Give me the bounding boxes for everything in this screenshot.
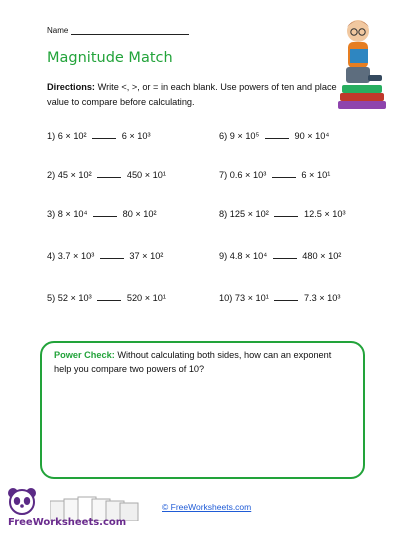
problem-number: 1)	[47, 131, 56, 141]
directions-label: Directions:	[47, 82, 95, 92]
problem-left: 73 × 10¹	[234, 293, 269, 303]
problem-left: 6 × 10²	[57, 131, 87, 141]
problem-number: 10)	[219, 293, 233, 303]
answer-blank[interactable]	[97, 169, 121, 178]
power-check-text: Without calculating both sides, how can an exponent help you compare two powers of 10?	[54, 350, 332, 374]
problem-left: 125 × 10²	[229, 209, 269, 219]
answer-blank[interactable]	[92, 130, 116, 139]
problem-7	[219, 169, 330, 180]
problem-2	[47, 169, 166, 180]
problem-left: 8 × 10⁴	[57, 209, 88, 219]
name-blank-line[interactable]	[71, 26, 189, 35]
problem-right: 12.5 × 10³	[303, 209, 346, 219]
footer-link[interactable]: © FreeWorksheets.com	[162, 502, 252, 512]
problem-1	[47, 130, 151, 141]
problem-6	[219, 130, 329, 141]
problem-number: 6)	[219, 131, 228, 141]
problem-number: 7)	[219, 170, 228, 180]
problem-number: 8)	[219, 209, 228, 219]
problem-3	[47, 208, 157, 219]
problem-8	[219, 208, 346, 219]
problem-left: 9 × 10⁵	[229, 131, 260, 141]
problem-number: 9)	[219, 251, 228, 261]
page-title: Magnitude Match	[47, 50, 173, 66]
problem-9	[219, 250, 341, 261]
problem-right: 80 × 10²	[122, 209, 157, 219]
problem-10	[219, 292, 340, 303]
answer-blank[interactable]	[100, 250, 124, 259]
power-check-box[interactable]	[40, 341, 365, 479]
problem-right: 520 × 10¹	[126, 293, 166, 303]
answer-blank[interactable]	[93, 208, 117, 217]
problem-right: 37 × 10²	[129, 251, 164, 261]
answer-blank[interactable]	[97, 292, 121, 301]
answer-blank[interactable]	[272, 169, 296, 178]
problem-left: 3.7 × 10³	[57, 251, 95, 261]
problem-right: 480 × 10²	[302, 251, 342, 261]
problem-number: 2)	[47, 170, 56, 180]
power-check-label: Power Check:	[54, 350, 115, 360]
name-field	[47, 26, 189, 35]
problem-right: 6 × 10³	[121, 131, 151, 141]
problem-number: 4)	[47, 251, 56, 261]
answer-blank[interactable]	[265, 130, 289, 139]
directions-text: Write <, >, or = in each blank. Use powers of ten and place value to compare before calculating.	[47, 82, 337, 107]
problem-4	[47, 250, 163, 261]
problem-right: 450 × 10¹	[126, 170, 166, 180]
directions	[47, 80, 337, 109]
problem-5	[47, 292, 166, 303]
problem-right: 7.3 × 10³	[303, 293, 341, 303]
brand-logo-text: FreeWorksheets.com	[8, 517, 127, 528]
problem-right: 6 × 10¹	[301, 170, 331, 180]
answer-blank[interactable]	[274, 292, 298, 301]
problem-left: 52 × 10³	[57, 293, 92, 303]
panda-icon	[6, 486, 38, 518]
name-label: Name	[47, 26, 69, 35]
problem-left: 0.6 × 10³	[229, 170, 267, 180]
answer-blank[interactable]	[273, 250, 297, 259]
problem-left: 4.8 × 10⁴	[229, 251, 268, 261]
problem-number: 5)	[47, 293, 56, 303]
problem-number: 3)	[47, 209, 56, 219]
boy-reading-illustration	[332, 15, 388, 111]
problem-left: 45 × 10²	[57, 170, 92, 180]
problem-right: 90 × 10⁴	[294, 131, 330, 141]
answer-blank[interactable]	[274, 208, 298, 217]
